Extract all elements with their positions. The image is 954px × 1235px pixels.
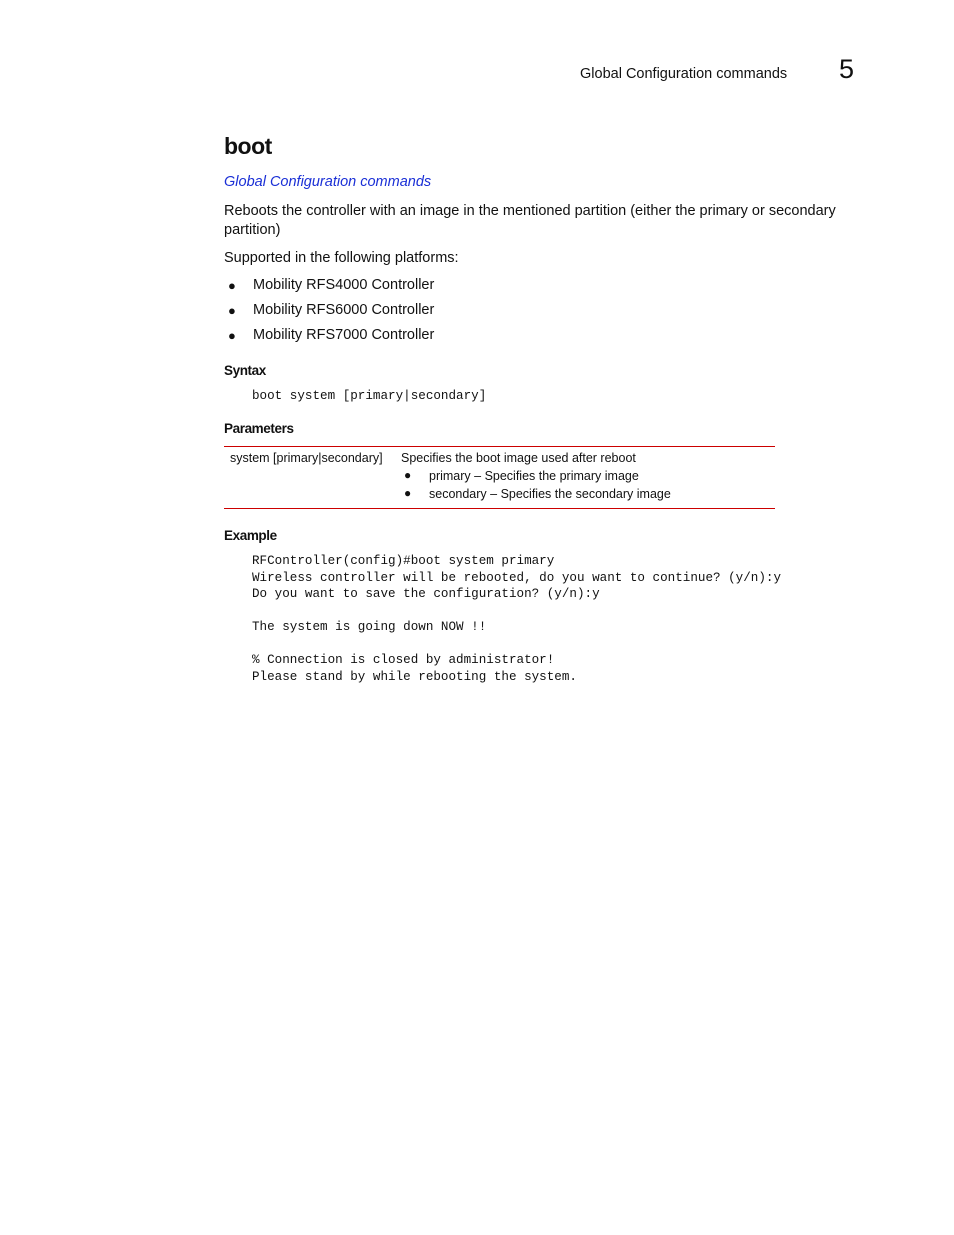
bullet-icon: ● <box>228 328 236 343</box>
page-title: boot <box>224 133 272 159</box>
supported-intro: Supported in the following platforms: <box>224 250 459 266</box>
platform-list <box>224 276 434 351</box>
list-item: ● Mobility RFS7000 Controller <box>228 327 435 343</box>
bullet-icon: ● <box>228 303 236 318</box>
bullet-icon: ● <box>404 468 412 482</box>
syntax-command: boot system [primary|secondary] <box>252 389 487 403</box>
header-chapter-title: Global Configuration commands <box>580 66 788 82</box>
example-heading: Example <box>224 528 277 543</box>
param-description: Specifies the boot image used after reboot <box>401 451 636 465</box>
parameters-table: system [primary|secondary] Specifies the boot image used after reboot ● primary – Specifies the primary image ● secondary – Specifies the secondary image <box>224 446 775 509</box>
syntax-heading: Syntax <box>224 363 266 378</box>
bullet-icon: ● <box>404 486 412 500</box>
list-item: ● Mobility RFS6000 Controller <box>228 302 435 318</box>
bullet-icon: ● <box>228 278 236 293</box>
parameters-heading: Parameters <box>224 421 294 436</box>
chapter-number: 5 <box>839 54 855 84</box>
param-name: system [primary|secondary] <box>230 451 383 465</box>
section-link[interactable]: Global Configuration commands <box>224 174 432 190</box>
example-code: RFController(config)#boot system primary Wireless controller will be rebooted, do you want to continue? (y/n):y Do you want to save the configuration? (y/n):y The system is going down NOW !! % Connection is closed by administrator! Please stand by while rebooting the system. <box>252 554 782 684</box>
list-item: ● Mobility RFS4000 Controller <box>228 277 435 293</box>
command-description: Reboots the controller with an image in the mentioned partition (either the primary or secondary partition) <box>224 203 836 238</box>
